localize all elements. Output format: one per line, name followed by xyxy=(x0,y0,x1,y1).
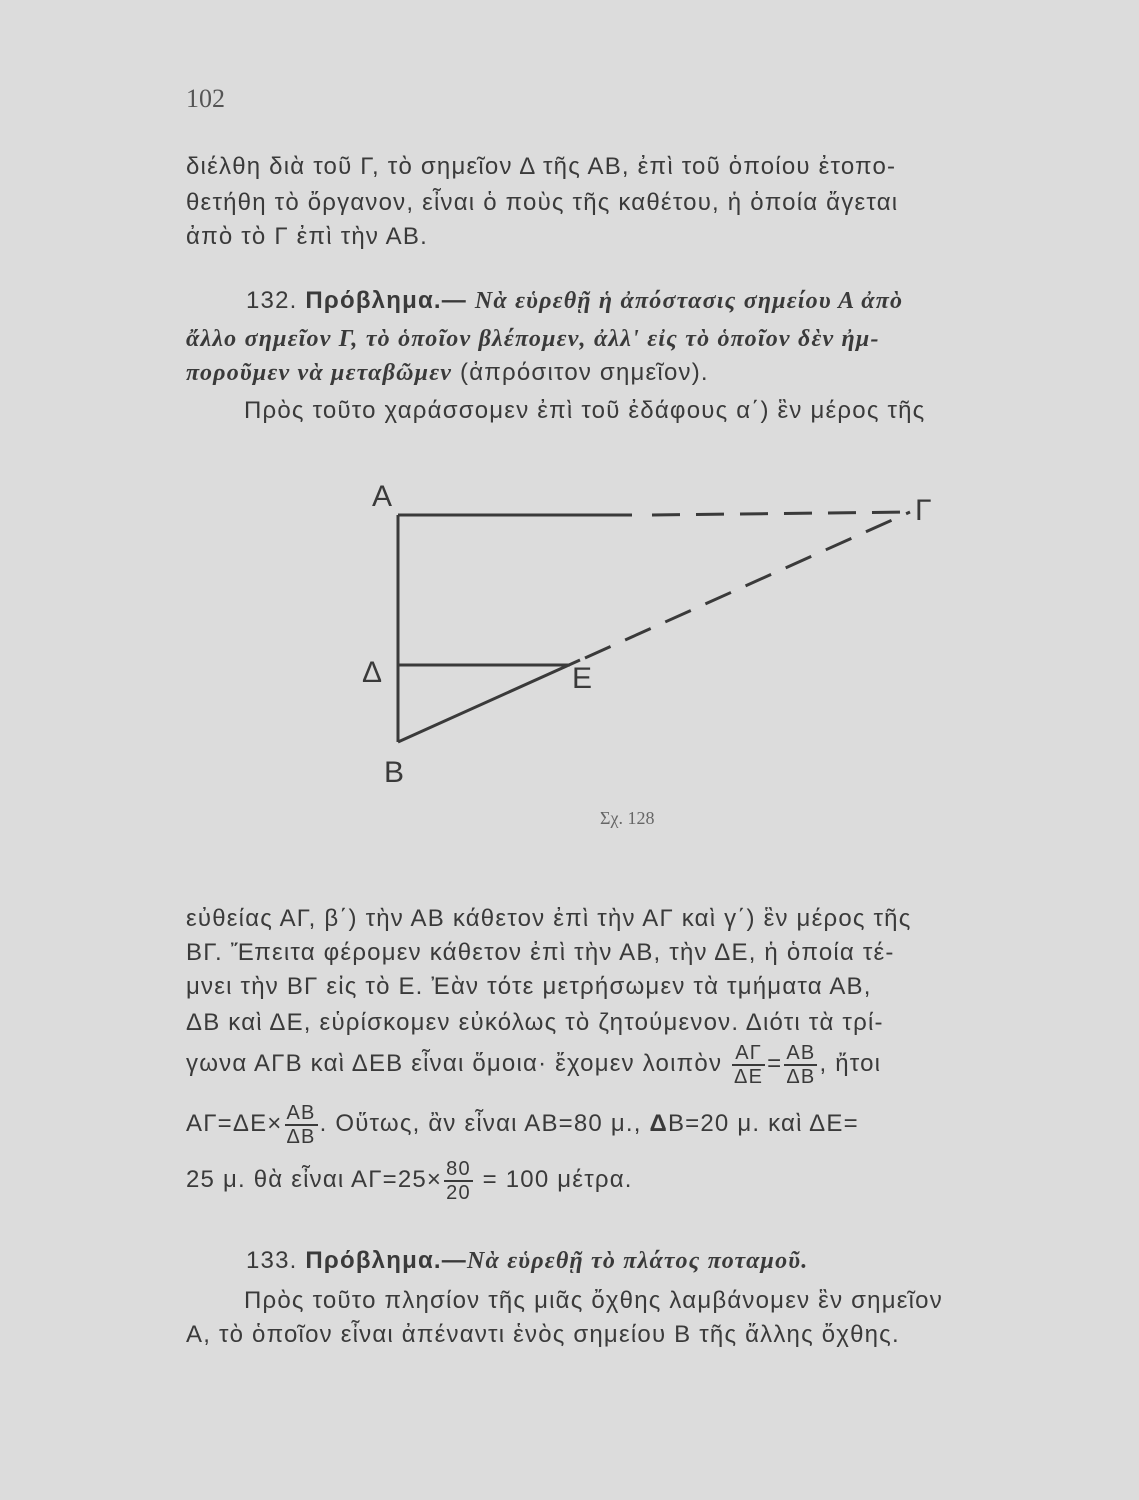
fraction: $\frac{AB}{\Delta B}$ xyxy=(786,1041,816,1088)
figure-128 xyxy=(340,470,960,800)
fraction: $\frac{80}{20}$ xyxy=(446,1157,471,1204)
label-G: Γ xyxy=(915,494,932,527)
problem-number: 132. xyxy=(246,287,298,314)
text-line: Πρὸς τοῦτο χαράσσομεν ἐπὶ τοῦ ἐδάφους α΄) ἓν μέρος τῆς xyxy=(244,397,926,424)
problem-133-title-line xyxy=(246,1246,1136,1276)
segment-EG-dashed xyxy=(585,512,910,658)
problem-note: (ἀπρόσιτον σημεῖον). xyxy=(452,359,709,386)
figure-caption: Σχ. 128 xyxy=(600,808,655,828)
text-line-with-fractions: 25 μ. θὰ εἶναι ΑΓ=25× $\frac{80}{20}$ = 100 μέτρα. xyxy=(186,1157,633,1204)
page-number: 102 xyxy=(186,84,225,113)
label-D: Δ xyxy=(362,656,383,689)
text-line: θετήθη τὸ ὄργανον, εἶναι ὁ ποὺς τῆς καθέτου, ἡ ὁποία ἄγεται xyxy=(186,189,899,216)
text-line: ἀπὸ τὸ Γ ἐπὶ τὴν ΑΒ. xyxy=(186,223,428,250)
text-line-with-fractions: γωνα ΑΓΒ καὶ ΔΕΒ εἶναι ὅμοια· ἔχομεν λοιπὸν $\frac{A\Gamma}{\Delta E}$ = $\frac{AB}{\Delta B}$ , ἤτοι xyxy=(186,1041,882,1088)
text-line: ΔΒ καὶ ΔΕ, εὑρίσκομεν εὐκόλως τὸ ζητούμενον. Διότι τὰ τρί- xyxy=(186,1009,884,1036)
problem-heading: Πρόβλημα.— xyxy=(305,287,467,314)
label-E: Ε xyxy=(572,662,593,695)
problem-statement: Νὰ εὑρεθῇ ἡ ἀπόστασις σημείου Α ἀπὸ xyxy=(474,288,904,314)
problem-heading: Πρόβλημα.— xyxy=(305,1247,467,1274)
text-line: ΒΓ. Ἔπειτα φέρομεν κάθετον ἐπὶ τὴν ΑΒ, τὴν ΔΕ, ἡ ὁποία τέ- xyxy=(186,939,895,966)
problem-statement-line xyxy=(186,358,1136,388)
text-line: Πρὸς τοῦτο πλησίον τῆς μιᾶς ὄχθης λαμβάνομεν ἓν σημεῖον xyxy=(244,1287,943,1314)
fraction: $\frac{AB}{\Delta B}$ xyxy=(286,1101,316,1148)
segment-AG-dashed xyxy=(652,512,910,515)
fraction: $\frac{A\Gamma}{\Delta E}$ xyxy=(734,1041,764,1088)
text-line-with-fractions: ΑΓ=ΔΕ× $\frac{AB}{\Delta B}$ . Οὕτως, ἂν εἶναι ΑΒ=80 μ., ΔΒ=20 μ. καὶ ΔΕ= xyxy=(186,1101,859,1148)
text-line: μνει τὴν ΒΓ εἰς τὸ Ε. Ἐὰν τότε μετρήσωμεν τὰ τμήματα ΑΒ, xyxy=(186,973,872,1000)
text-line: Α, τὸ ὁποῖον εἶναι ἀπέναντι ἑνὸς σημείου Β τῆς ἄλλης ὄχθης. xyxy=(186,1321,900,1348)
problem-statement: Νὰ εὑρεθῇ τὸ πλάτος ποταμοῦ. xyxy=(467,1248,809,1274)
segment-BE xyxy=(398,660,580,742)
label-A: Α xyxy=(372,480,393,513)
problem-number: 133. xyxy=(246,1247,298,1274)
problem-statement-italic: ποροῦμεν νὰ μεταβῶμεν xyxy=(186,360,453,386)
problem-132-title-line xyxy=(246,286,1136,316)
text-line: εὐθείας ΑΓ, β΄) τὴν ΑΒ κάθετον ἐπὶ τὴν ΑΓ καὶ γ΄) ἓν μέρος τῆς xyxy=(186,905,912,932)
text-line: διέλθη διὰ τοῦ Γ, τὸ σημεῖον Δ τῆς ΑΒ, ἐπὶ τοῦ ὁποίου ἐτοπο- xyxy=(186,153,897,180)
problem-statement-line: ἄλλο σημεῖον Γ, τὸ ὁποῖον βλέπομεν, ἀλλ' εἰς τὸ ὁποῖον δὲν ἠμ- xyxy=(186,326,880,352)
label-B: Β xyxy=(384,756,405,789)
